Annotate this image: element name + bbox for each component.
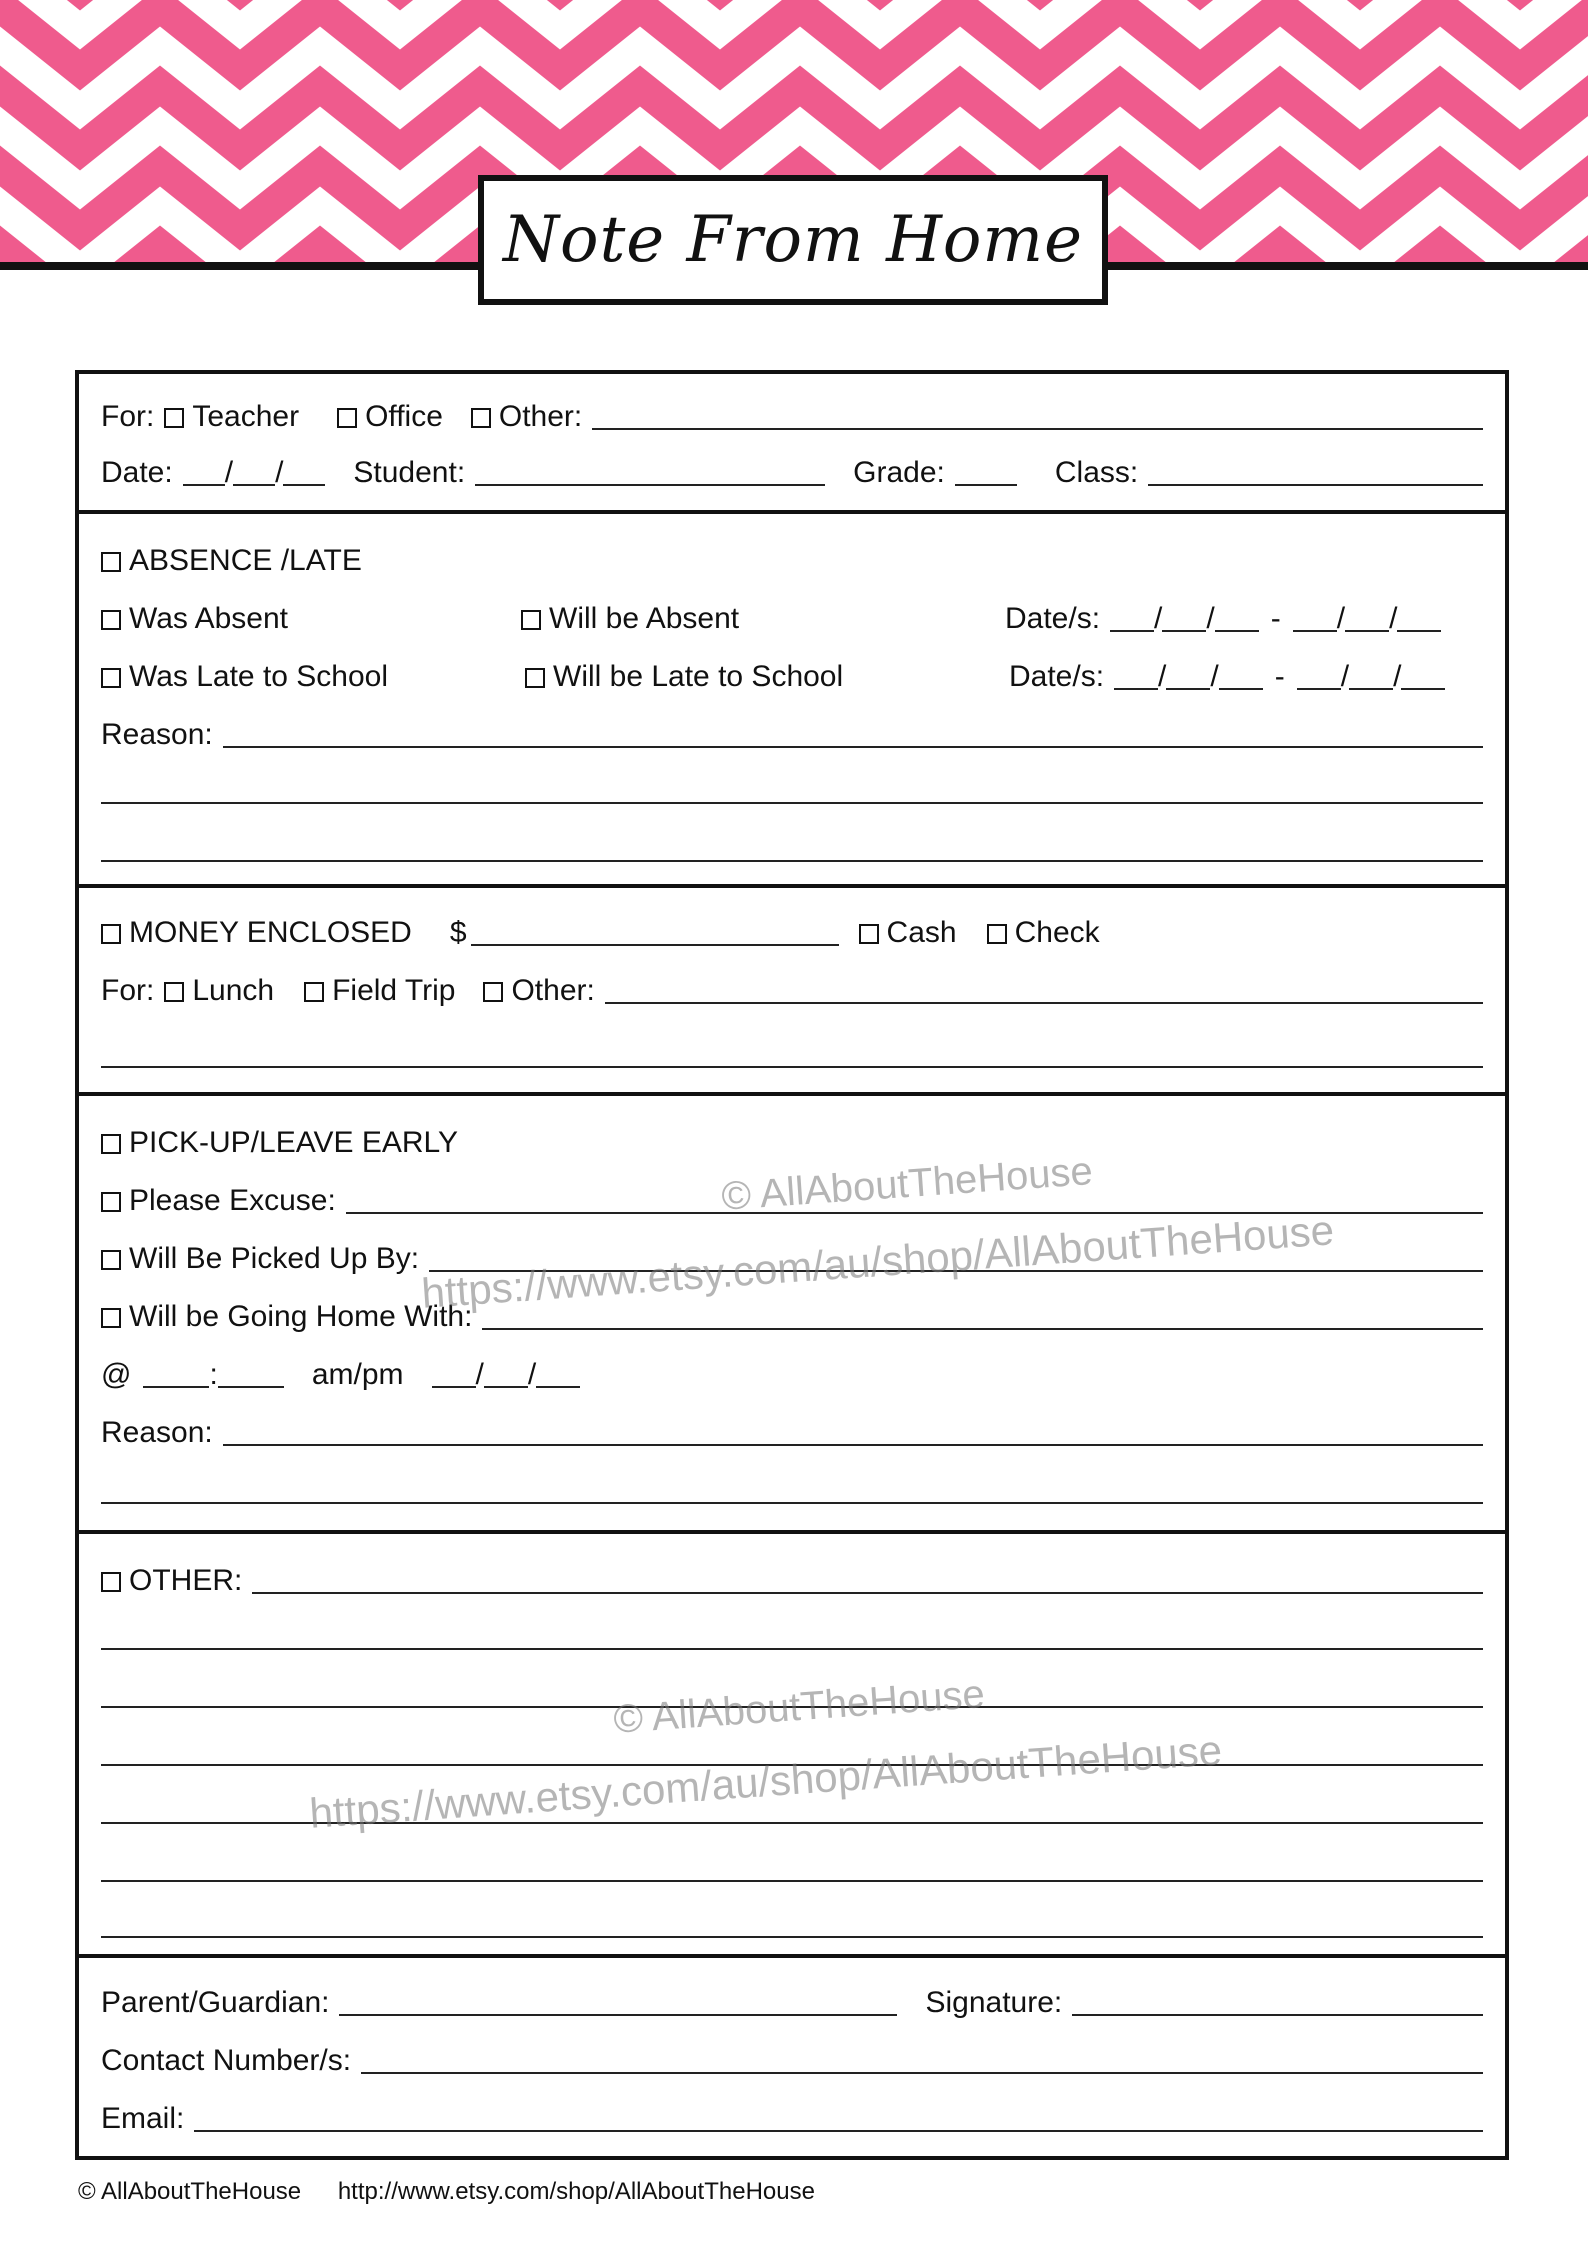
other-recipient-field[interactable] xyxy=(592,427,1483,430)
money-heading: MONEY ENCLOSED xyxy=(129,916,412,949)
email-label: Email: xyxy=(101,2102,185,2135)
pickup-month-field[interactable] xyxy=(484,1385,528,1388)
was-absent-checkbox[interactable] xyxy=(101,610,121,630)
parent-field[interactable] xyxy=(339,2013,897,2016)
other-note-line-5[interactable] xyxy=(101,1822,1483,1824)
date-year-field[interactable] xyxy=(283,483,325,486)
absence-checkbox[interactable] xyxy=(101,552,121,572)
absent-dash: - xyxy=(1270,602,1281,635)
signature-label: Signature: xyxy=(925,1986,1063,2019)
office-label: Office xyxy=(365,400,443,433)
footer-copyright: © AllAboutTheHouse xyxy=(78,2178,302,2205)
absent-dates-label: Date/s: xyxy=(1005,602,1101,635)
picked-up-by-label: Will Be Picked Up By: xyxy=(129,1242,420,1275)
phone-label: Contact Number/s: xyxy=(101,2044,352,2077)
at-symbol: @ xyxy=(101,1358,132,1391)
field-trip-label: Field Trip xyxy=(332,974,456,1007)
time-colon: : xyxy=(209,1358,218,1391)
pickup-reason-line-2[interactable] xyxy=(101,1502,1483,1504)
amount-field[interactable] xyxy=(471,943,839,946)
going-home-field[interactable] xyxy=(482,1327,1483,1330)
pickup-reason-field[interactable] xyxy=(223,1443,1483,1446)
footer xyxy=(78,2178,845,2206)
late-from-month[interactable] xyxy=(1166,687,1210,690)
office-checkbox[interactable] xyxy=(337,408,357,428)
title-box xyxy=(478,175,1108,305)
teacher-checkbox[interactable] xyxy=(164,408,184,428)
lunch-checkbox[interactable] xyxy=(164,982,184,1002)
pickup-day-field[interactable] xyxy=(432,1385,476,1388)
was-late-label: Was Late to School xyxy=(129,660,389,693)
lunch-label: Lunch xyxy=(192,974,275,1007)
will-be-absent-label: Will be Absent xyxy=(549,602,740,635)
other-section xyxy=(79,1534,1505,1958)
parent-label: Parent/Guardian: xyxy=(101,1986,330,2019)
currency-symbol: $ xyxy=(449,916,467,949)
money-other-field[interactable] xyxy=(605,1001,1483,1004)
other-note-field[interactable] xyxy=(252,1591,1483,1594)
page-title: Note From Home xyxy=(503,203,1083,277)
late-from-year[interactable] xyxy=(1219,687,1263,690)
was-late-checkbox[interactable] xyxy=(101,668,121,688)
student-field[interactable] xyxy=(475,483,825,486)
absence-reason-label: Reason: xyxy=(101,718,213,751)
absent-to-month[interactable] xyxy=(1345,629,1389,632)
recipient-section: For: Teacher Office Other: Date: / / Student: Grade: Class: xyxy=(79,374,1505,514)
going-home-label: Will be Going Home With: xyxy=(129,1300,473,1333)
money-extra-line[interactable] xyxy=(101,1066,1483,1068)
date-label: Date: xyxy=(101,456,173,489)
absent-to-year[interactable] xyxy=(1397,629,1441,632)
other-note-line-6[interactable] xyxy=(101,1880,1483,1882)
other-heading: OTHER: xyxy=(129,1564,243,1597)
money-checkbox[interactable] xyxy=(101,924,121,944)
grade-field[interactable] xyxy=(955,483,1017,486)
absent-to-day[interactable] xyxy=(1293,629,1337,632)
class-field[interactable] xyxy=(1148,483,1483,486)
late-to-month[interactable] xyxy=(1349,687,1393,690)
going-home-checkbox[interactable] xyxy=(101,1308,121,1328)
contact-section xyxy=(79,1958,1505,2156)
absence-section: ABSENCE /LATE Was Absent Will be Absent Date/s: / / - / / Was Late to School Will be Late to School Date/s: / / - / / Reason: xyxy=(79,514,1505,888)
other-note-line-2[interactable] xyxy=(101,1648,1483,1650)
late-dash: - xyxy=(1274,660,1285,693)
absent-from-month[interactable] xyxy=(1162,629,1206,632)
signature-field[interactable] xyxy=(1072,2013,1483,2016)
other-checkbox[interactable] xyxy=(471,408,491,428)
absent-from-day[interactable] xyxy=(1110,629,1154,632)
please-excuse-checkbox[interactable] xyxy=(101,1192,121,1212)
money-for-label: For: xyxy=(101,974,155,1007)
hour-field[interactable] xyxy=(143,1385,209,1388)
was-absent-label: Was Absent xyxy=(129,602,288,635)
late-dates-label: Date/s: xyxy=(1009,660,1105,693)
absence-reason-field[interactable] xyxy=(223,745,1483,748)
field-trip-checkbox[interactable] xyxy=(304,982,324,1002)
date-day-field[interactable] xyxy=(183,483,225,486)
check-checkbox[interactable] xyxy=(987,924,1007,944)
please-excuse-label: Please Excuse: xyxy=(129,1184,336,1217)
other-label: Other: xyxy=(498,400,583,433)
class-label: Class: xyxy=(1054,456,1139,489)
ampm-label: am/pm xyxy=(311,1358,404,1391)
absent-from-year[interactable] xyxy=(1215,629,1259,632)
date-month-field[interactable] xyxy=(233,483,275,486)
watermark-url-2: https://www.etsy.com/au/shop/AllAboutTheHouse xyxy=(308,1726,1224,1837)
for-label: For: xyxy=(101,400,155,433)
absence-reason-line-2[interactable] xyxy=(101,802,1483,804)
other-section-checkbox[interactable] xyxy=(101,1572,121,1592)
phone-field[interactable] xyxy=(361,2071,1483,2074)
other-note-line-7[interactable] xyxy=(101,1936,1483,1938)
cash-checkbox[interactable] xyxy=(859,924,879,944)
will-be-late-checkbox[interactable] xyxy=(525,668,545,688)
teacher-label: Teacher xyxy=(192,400,300,433)
pickup-reason-label: Reason: xyxy=(101,1416,213,1449)
grade-label: Grade: xyxy=(853,456,945,489)
email-field[interactable] xyxy=(194,2129,1483,2132)
student-label: Student: xyxy=(353,456,466,489)
watermark-url-1: https://www.etsy.com/au/shop/AllAboutTheHouse xyxy=(420,1206,1336,1317)
check-label: Check xyxy=(1014,916,1100,949)
absence-heading: ABSENCE /LATE xyxy=(129,544,362,577)
money-section xyxy=(79,888,1505,1096)
pickup-heading: PICK-UP/LEAVE EARLY xyxy=(129,1126,459,1159)
watermark-copyright-1: © AllAboutTheHouse xyxy=(720,1149,1095,1219)
watermark-copyright-2: © AllAboutTheHouse xyxy=(612,1672,987,1742)
cash-label: Cash xyxy=(886,916,957,949)
pickup-section: PICK-UP/LEAVE EARLY Please Excuse: Will Be Picked Up By: Will be Going Home With: @ : am/pm / / Reason: xyxy=(79,1096,1505,1534)
will-be-late-label: Will be Late to School xyxy=(553,660,844,693)
absence-reason-line-3[interactable] xyxy=(101,860,1483,862)
minute-field[interactable] xyxy=(218,1385,284,1388)
pickup-checkbox[interactable] xyxy=(101,1134,121,1154)
pickup-year-field[interactable] xyxy=(536,1385,580,1388)
money-other-checkbox[interactable] xyxy=(483,982,503,1002)
late-from-day[interactable] xyxy=(1114,687,1158,690)
will-be-absent-checkbox[interactable] xyxy=(521,610,541,630)
picked-up-by-checkbox[interactable] xyxy=(101,1250,121,1270)
late-to-day[interactable] xyxy=(1297,687,1341,690)
late-to-year[interactable] xyxy=(1401,687,1445,690)
footer-url[interactable]: http://www.etsy.com/shop/AllAboutTheHouse xyxy=(337,2178,815,2205)
money-other-label: Other: xyxy=(511,974,595,1007)
